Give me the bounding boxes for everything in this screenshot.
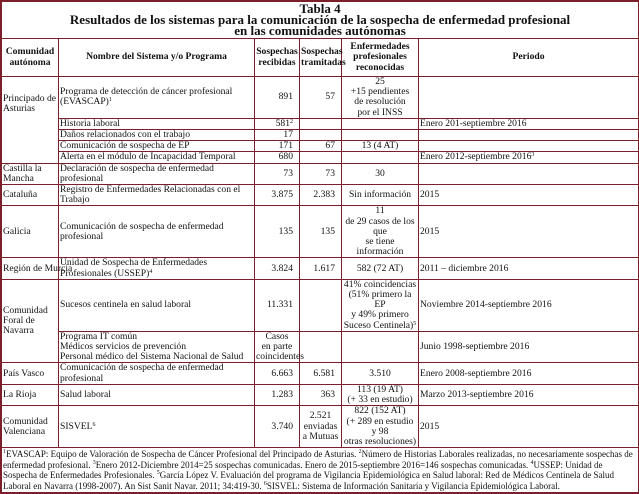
tramitadas: 135 bbox=[300, 206, 342, 258]
region-cell: Comunidad Valenciana bbox=[2, 406, 59, 448]
periodo: Enero 201-septiembre 2016 bbox=[419, 118, 639, 129]
periodo bbox=[419, 77, 639, 119]
region-cell: País Vasco bbox=[2, 363, 59, 384]
reconocidas: 41% coincidencias (51% primero la EP y 49% primero Suceso Centinela)$^5$ bbox=[342, 279, 419, 331]
system-name: Declaración de sospecha de enfermedad profesional bbox=[59, 163, 255, 184]
recibidas: 1.283 bbox=[255, 384, 300, 405]
recibidas: $581^2$ bbox=[255, 118, 300, 129]
recibidas: 135 bbox=[255, 206, 300, 258]
periodo: 2015 bbox=[419, 406, 639, 448]
table-row bbox=[2, 141, 639, 152]
periodo: Marzo 2013-septiembre 2016 bbox=[419, 384, 639, 405]
tramitadas: 2.521 enviadas a Mutuas bbox=[300, 406, 342, 448]
recibidas: 891 bbox=[255, 77, 300, 119]
system-name: Sucesos centinela en salud laboral bbox=[59, 279, 255, 331]
region-cell: Principado de Asturias bbox=[2, 77, 59, 164]
recibidas: 171 bbox=[255, 141, 300, 152]
reconocidas: 3.510 bbox=[342, 363, 419, 384]
periodo: Enero 2012-septiembre 2016$^3$ bbox=[419, 152, 639, 163]
recibidas: 6.663 bbox=[255, 363, 300, 384]
recibidas: 11.331 bbox=[255, 279, 300, 331]
header-recibidas: Sospechas recibidas bbox=[255, 39, 300, 77]
table-row bbox=[2, 130, 639, 141]
tramitadas: 57 bbox=[300, 77, 342, 119]
table-row bbox=[2, 363, 639, 384]
table-row bbox=[2, 152, 639, 163]
reconocidas: Sin información bbox=[342, 185, 419, 206]
title-line-2: en las comunidades autónomas bbox=[234, 23, 406, 38]
header-row bbox=[2, 39, 639, 77]
system-name: Comunicación de sospecha de enfermedad profesional bbox=[59, 363, 255, 384]
tramitadas: 2.383 bbox=[300, 185, 342, 206]
table-title bbox=[2, 2, 639, 39]
recibidas: 17 bbox=[255, 130, 300, 141]
recibidas: 3.740 bbox=[255, 406, 300, 448]
periodo: Noviembre 2014-septiembre 2016 bbox=[419, 279, 639, 331]
tramitadas: 6.581 bbox=[300, 363, 342, 384]
periodo: Enero 2008-septiembre 2016 bbox=[419, 363, 639, 384]
system-name: Programa IT común Médicos servicios de prevención Personal médico del Sistema Nacional de Salud bbox=[59, 331, 255, 363]
periodo: 2011 – diciembre 2016 bbox=[419, 258, 639, 279]
tramitadas: 67 bbox=[300, 141, 342, 152]
system-name: Daños relacionados con el trabajo bbox=[59, 130, 255, 141]
recibidas: 3.875 bbox=[255, 185, 300, 206]
header-nombre: Nombre del Sistema y/o Programa bbox=[59, 39, 255, 77]
reconocidas: 11 de 29 casos de los que se tiene información bbox=[342, 206, 419, 258]
system-name: Comunicación de sospecha de enfermedad profesional bbox=[59, 206, 255, 258]
results-table bbox=[1, 1, 639, 493]
header-periodo: Periodo bbox=[419, 39, 639, 77]
region-cell: Cataluña bbox=[2, 185, 59, 206]
system-name: Unidad de Sospecha de Enfermedades Profesionales (USSEP)$^4$ bbox=[59, 258, 255, 279]
recibidas: 73 bbox=[255, 163, 300, 184]
table-row bbox=[2, 258, 639, 279]
region-cell: Comunidad Foral de Navarra bbox=[2, 279, 59, 363]
periodo: 2015 bbox=[419, 185, 639, 206]
tramitadas: 1.617 bbox=[300, 258, 342, 279]
recibidas: 680 bbox=[255, 152, 300, 163]
title-line-1: Resultados de los sistemas para la comunicación de la sospecha de enfermedad profesional bbox=[69, 12, 571, 27]
periodo: 2015 bbox=[419, 206, 639, 258]
header-reconocidas: Enfermedades profesionales reconocidas bbox=[342, 39, 419, 77]
region-cell: La Rioja bbox=[2, 384, 59, 405]
reconocidas: 822 (152 AT) (+ 289 en estudio y 98 otras resoluciones) bbox=[342, 406, 419, 448]
table-row bbox=[2, 406, 639, 448]
recibidas: Casos en parte coincidentes bbox=[256, 330, 304, 363]
reconocidas: 582 (72 AT) bbox=[342, 258, 419, 279]
table-row bbox=[2, 384, 639, 405]
reconocidas: 25 +15 pendientes de resolución por el INSS bbox=[342, 77, 419, 119]
recibidas: 3.824 bbox=[255, 258, 300, 279]
system-name: Comunicación de sospecha de EP bbox=[59, 141, 255, 152]
header-tramitadas: Sospechas tramitadas bbox=[300, 39, 342, 77]
table-row bbox=[2, 163, 639, 184]
system-name: SISVEL$^6$ bbox=[59, 406, 255, 448]
tramitadas: 363 bbox=[300, 384, 342, 405]
periodo: Junio 1998-septiembre 2016 bbox=[419, 331, 639, 363]
system-name: Registro de Enfermedades Relacionadas con el Trabajo bbox=[59, 185, 255, 206]
table-row bbox=[2, 331, 639, 363]
table-row bbox=[2, 185, 639, 206]
table-row bbox=[2, 77, 639, 119]
table-row bbox=[2, 279, 639, 331]
region-cell: Castilla la Mancha bbox=[2, 163, 59, 184]
table-row bbox=[2, 118, 639, 129]
footnotes: $^1$EVASCAP: Equipo de Valoración de Sospecha de Cáncer Profesional del Principado de Asturias. $^2$Número de Historias Laborales realizadas, no necesariamente sospechas de enfermedad profesional. $^3$Enero 2012-Diciembre 2014=25 sospechas comunicadas. Enero de 2015-septiembre 2016=146 sospechas comunicadas. $^4$USSEP: Unidad de Sospecha de Enfermedades Profesionales. $^5$García López V. Evaluación del programa de Vigilancia Epidemiológica en Salud laboral: Red de Médicos Centinela de Salud Laboral en Navarra (1998-2007). An Sist Sanit Navar. 2011; 34:419-30. $^6$SISVEL: Sistema de Información Sanitaria y Vigilancia Epidemiológica Laboral. bbox=[2, 448, 639, 493]
system-name: Alerta en el módulo de Incapacidad Temporal bbox=[59, 152, 255, 163]
system-name: Programa de detección de cáncer profesional (EVASCAP)$^1$ bbox=[59, 77, 255, 119]
table-row bbox=[2, 206, 639, 258]
region-cell: Galicia bbox=[2, 206, 59, 258]
system-name: Salud laboral bbox=[59, 384, 255, 405]
tramitadas: 73 bbox=[300, 163, 342, 184]
reconocidas: 13 (4 AT) bbox=[342, 141, 419, 152]
reconocidas: 30 bbox=[342, 163, 419, 184]
region-cell: Región de Murcia bbox=[2, 258, 59, 279]
table-label: Tabla 4 bbox=[299, 1, 341, 16]
header-comunidad: Comunidad autónoma bbox=[2, 39, 59, 77]
reconocidas: 113 (19 AT) (+ 33 en estudio) bbox=[342, 384, 419, 405]
system-name: Historia laboral bbox=[59, 118, 255, 129]
